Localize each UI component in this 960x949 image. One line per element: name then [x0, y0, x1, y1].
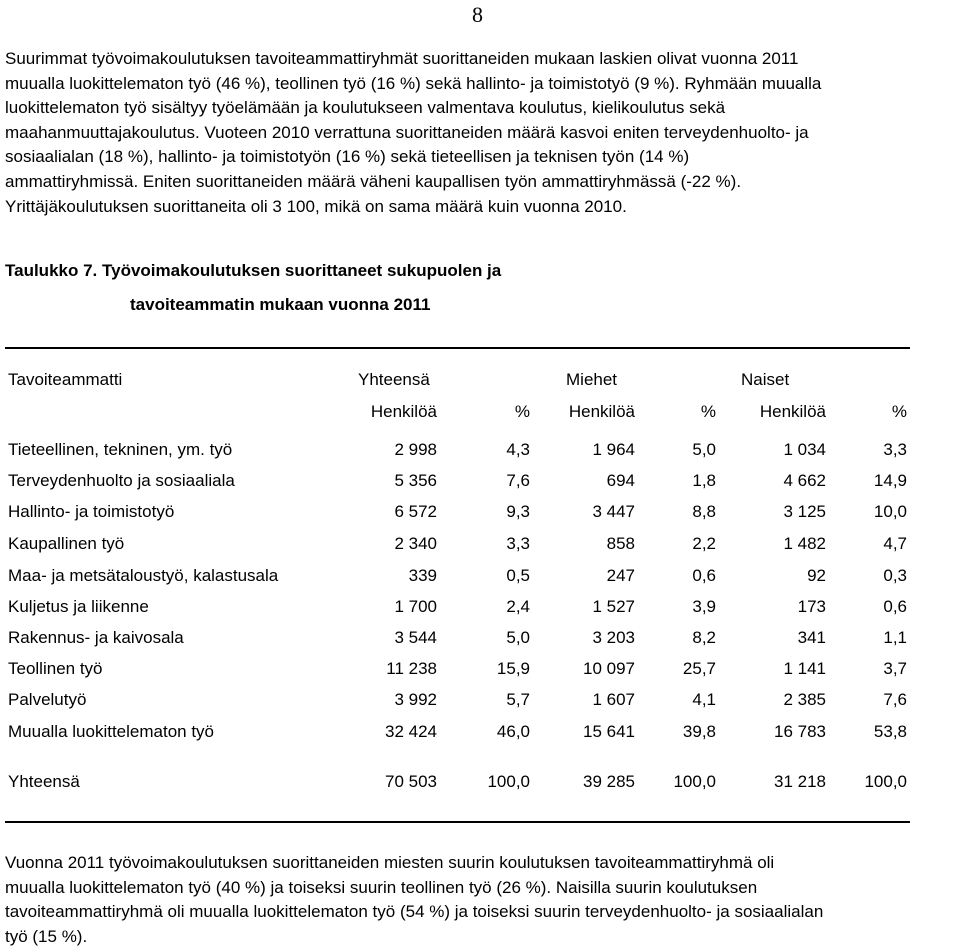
row-value: 15 641 [583, 722, 635, 741]
row-value: 339 [408, 566, 437, 585]
row-value: 10 097 [583, 659, 635, 678]
row-value: 6 572 [394, 502, 437, 521]
row-value: 10,0 [873, 502, 907, 521]
row-label: Teollinen työ [8, 659, 103, 678]
subheader-cell: % [891, 402, 907, 421]
outro-line: työ (15 %). [5, 926, 88, 946]
outro-line: muualla luokittelematon työ (40 %) ja toiseksi suurin teollinen työ (26 %). Naisilla suurin koulutuksen [5, 877, 758, 897]
row-value: 0,3 [883, 566, 907, 585]
row-value: 3 447 [592, 502, 635, 521]
row-value: 1 141 [783, 659, 826, 678]
row-label: Kuljetus ja liikenne [8, 597, 149, 616]
row-value: 39,8 [682, 722, 716, 741]
page-number: 8 [472, 2, 483, 27]
table-top-rule [5, 347, 910, 349]
intro-line: Suurimmat työvoimakoulutuksen tavoiteammattiryhmät suorittaneiden mukaan laskien olivat vuonna 2011 [5, 49, 799, 68]
row-value: 3 544 [394, 628, 437, 647]
intro-paragraph [5, 47, 960, 219]
total-value: 39 285 [583, 772, 635, 791]
total-value: 100,0 [673, 772, 716, 791]
row-value: 1,8 [692, 471, 716, 490]
row-value: 92 [807, 566, 826, 585]
row-value: 4 662 [783, 471, 826, 490]
row-value: 5,0 [692, 440, 716, 459]
row-value: 3,3 [506, 534, 530, 553]
total-label: Yhteensä [8, 772, 80, 791]
row-label: Muualla luokittelematon työ [8, 722, 215, 741]
row-value: 3,3 [883, 440, 907, 459]
header-category: Tavoiteammatti [8, 370, 123, 389]
outro-line: Vuonna 2011 työvoimakoulutuksen suorittaneiden miesten suurin koulutuksen tavoiteammattiryhmä oli [5, 853, 775, 872]
row-value: 1 964 [592, 440, 635, 459]
row-value: 0,6 [692, 566, 716, 585]
row-value: 2 340 [394, 534, 437, 553]
row-value: 1 482 [783, 534, 826, 553]
row-value: 0,6 [883, 597, 907, 616]
intro-line: muualla luokittelematon työ (46 %), teollinen työ (16 %) sekä hallinto- ja toimistotyö (9 %). Ryhmään muualla [5, 73, 822, 93]
row-value: 9,3 [506, 502, 530, 521]
header-men: Miehet [566, 370, 618, 389]
row-value: 247 [606, 566, 635, 585]
row-label: Terveydenhuolto ja sosiaaliala [8, 471, 235, 490]
intro-line: sosiaalialan (18 %), hallinto- ja toimistotyön (16 %) sekä tieteellisen ja teknisen työn (14 %) [5, 147, 690, 167]
intro-line: luokittelematon työ sisältyy työelämään ja koulutukseen valmentava koulutus, kielikoulutus sekä [5, 98, 726, 118]
row-label: Hallinto- ja toimistotyö [8, 502, 175, 521]
row-value: 7,6 [506, 471, 530, 490]
row-label: Rakennus- ja kaivosala [8, 628, 184, 647]
row-value: 3 992 [394, 690, 437, 709]
row-value: 5,7 [506, 690, 530, 709]
table-caption-subtitle: tavoiteammatin mukaan vuonna 2011 [130, 295, 431, 314]
row-value: 0,5 [506, 566, 530, 585]
row-value: 2,4 [506, 597, 530, 616]
row-value: 4,1 [692, 690, 716, 709]
row-label: Maa- ja metsätaloustyö, kalastusala [8, 566, 279, 585]
row-label: Kaupallinen työ [8, 534, 125, 553]
row-value: 2 385 [783, 690, 826, 709]
header-total: Yhteensä [358, 370, 430, 389]
row-label: Tieteellinen, tekninen, ym. työ [8, 440, 233, 459]
row-value: 53,8 [873, 722, 907, 741]
outro-line: tavoiteammattiryhmä oli muualla luokittelematon työ (54 %) ja toiseksi suurin terveydenhuolto- ja sosiaalialan [5, 902, 824, 922]
outro-paragraph [5, 851, 960, 949]
row-value: 173 [797, 597, 826, 616]
total-value: 100,0 [864, 772, 907, 791]
row-value: 16 783 [774, 722, 826, 741]
row-value: 7,6 [883, 690, 907, 709]
row-label: Palvelutyö [8, 690, 87, 709]
row-value: 25,7 [682, 659, 716, 678]
row-value: 11 238 [386, 659, 437, 678]
row-value: 4,7 [883, 534, 907, 553]
subheader-cell: Henkilöä [568, 402, 635, 421]
row-value: 2 998 [394, 440, 437, 459]
row-value: 694 [606, 471, 635, 490]
row-value: 858 [606, 534, 635, 553]
subheader-cell: Henkilöä [370, 402, 437, 421]
intro-line: Yrittäjäkoulutuksen suorittaneita oli 3 100, mikä on sama määrä kuin vuonna 2010. [5, 196, 627, 216]
row-value: 2,2 [692, 534, 716, 553]
row-value: 32 424 [385, 722, 437, 741]
row-value: 341 [797, 628, 826, 647]
header-women: Naiset [741, 370, 790, 389]
row-value: 3,7 [883, 659, 907, 678]
row-value: 1 034 [783, 440, 826, 459]
row-value: 15,9 [496, 659, 530, 678]
row-value: 1 607 [592, 690, 635, 709]
intro-line: maahanmuuttajakoulutus. Vuoteen 2010 verrattuna suorittaneiden määrä kasvoi eniten terveydenhuolto- ja [5, 122, 809, 142]
subheader-cell: % [514, 402, 530, 421]
total-value: 31 218 [774, 772, 826, 791]
row-value: 3 203 [592, 628, 635, 647]
row-value: 14,9 [873, 471, 907, 490]
row-value: 8,2 [692, 628, 716, 647]
row-value: 1 527 [592, 597, 635, 616]
intro-line: ammattiryhmissä. Eniten suorittaneiden määrä väheni kaupallisen työn ammattiryhmässä (-22 %). [5, 171, 742, 191]
table-caption-title: Taulukko 7. Työvoimakoulutuksen suorittaneet sukupuolen ja [5, 261, 502, 280]
table-bottom-rule [5, 821, 910, 823]
total-value: 70 503 [385, 772, 437, 791]
row-value: 8,8 [692, 502, 716, 521]
row-value: 1,1 [883, 628, 907, 647]
row-value: 4,3 [506, 440, 530, 459]
row-value: 3,9 [692, 597, 716, 616]
row-value: 5 356 [394, 471, 437, 490]
row-value: 46,0 [496, 722, 530, 741]
subheader-cell: % [700, 402, 716, 421]
row-value: 5,0 [506, 628, 530, 647]
row-value: 1 700 [394, 597, 437, 616]
subheader-cell: Henkilöä [759, 402, 826, 421]
total-value: 100,0 [487, 772, 530, 791]
row-value: 3 125 [783, 502, 826, 521]
